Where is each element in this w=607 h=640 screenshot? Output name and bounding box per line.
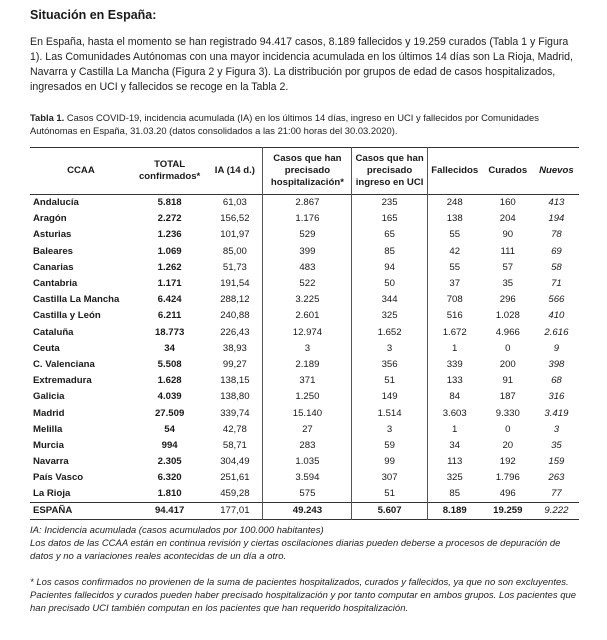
cell-hosp: 2.189 xyxy=(263,356,352,372)
covid-table xyxy=(30,147,579,520)
cell-ccaa: ESPAÑA xyxy=(33,505,73,517)
cell-hosp: 12.974 xyxy=(263,324,352,340)
cell-nuevos: 194 xyxy=(548,213,565,225)
table-caption-text: Casos COVID-19, incidencia acumulada (IA) en los últimos 14 días, ingreso en UCI y fallecidos por Comunidades Autónomas en España, 31.03.20 (datos consolidados a las 21:00 horas del 30.03.2020). xyxy=(30,112,539,136)
cell-ccaa: Madrid xyxy=(33,407,65,419)
table-row xyxy=(30,308,579,324)
cell-uci: 99 xyxy=(352,454,427,470)
cell-hosp: 3.225 xyxy=(263,292,352,308)
cell-ia: 85,00 xyxy=(222,245,247,257)
section-heading: Situación en España: xyxy=(30,8,157,22)
header-nuevos: Nuevos xyxy=(539,165,574,176)
cell-curados: 19.259 xyxy=(493,505,523,517)
cell-fallecidos: 1 xyxy=(427,340,482,356)
cell-total: 1.810 xyxy=(157,488,182,500)
cell-total: 1.069 xyxy=(157,245,182,257)
cell-uci: 50 xyxy=(352,275,427,291)
cell-nuevos: 566 xyxy=(548,294,565,306)
cell-fallecidos: 84 xyxy=(427,389,482,405)
cell-curados: 160 xyxy=(499,197,516,209)
cell-ia: 38,93 xyxy=(222,342,247,354)
cell-hosp: 3.594 xyxy=(263,470,352,486)
cell-ia: 138,80 xyxy=(220,391,250,403)
cell-fallecidos: 8.189 xyxy=(427,502,482,519)
cell-nuevos: 71 xyxy=(551,278,562,290)
table-notes xyxy=(30,524,579,615)
cell-hosp: 575 xyxy=(263,486,352,502)
cell-ccaa: Andalucía xyxy=(33,197,79,209)
cell-curados: 9.330 xyxy=(495,407,520,419)
cell-uci: 3 xyxy=(352,340,427,356)
cell-uci: 1.514 xyxy=(352,405,427,421)
cell-fallecidos: 325 xyxy=(427,470,482,486)
cell-uci: 65 xyxy=(352,227,427,243)
cell-fallecidos: 42 xyxy=(427,243,482,259)
cell-ccaa: La Rioja xyxy=(33,488,71,500)
table-row xyxy=(30,437,579,453)
note-ccaa: Los datos de las CCAA están en continua revisión y ciertas oscilaciones diarias pueden deberse a procesos de depuración de datos y no a variaciones reales acontecidas de un día a otro. xyxy=(30,537,561,562)
cell-nuevos: 69 xyxy=(551,245,562,257)
cell-fallecidos: 1 xyxy=(427,421,482,437)
cell-total: 6.211 xyxy=(157,310,182,322)
header-ia: IA (14 d.) xyxy=(214,165,255,176)
cell-ccaa: Cantabria xyxy=(33,278,78,290)
cell-hosp: 15.140 xyxy=(263,405,352,421)
cell-curados: 0 xyxy=(505,342,511,354)
cell-nuevos: 35 xyxy=(551,439,562,451)
cell-total: 27.509 xyxy=(154,407,185,419)
cell-nuevos: 77 xyxy=(551,488,562,500)
cell-ia: 251,61 xyxy=(220,472,250,484)
table-row xyxy=(30,324,579,340)
cell-fallecidos: 339 xyxy=(427,356,482,372)
cell-fallecidos: 138 xyxy=(427,211,482,227)
header-fallecidos: Fallecidos xyxy=(427,148,482,195)
cell-hosp: 1.176 xyxy=(263,211,352,227)
cell-ia: 191,54 xyxy=(220,278,250,290)
cell-ccaa: Ceuta xyxy=(33,342,60,354)
cell-fallecidos: 85 xyxy=(427,486,482,502)
table-row xyxy=(30,486,579,502)
table-row xyxy=(30,389,579,405)
cell-nuevos: 9 xyxy=(553,342,560,354)
cell-nuevos: 413 xyxy=(548,197,565,209)
table-header-row xyxy=(30,148,579,195)
cell-nuevos: 3.419 xyxy=(544,407,569,419)
cell-uci: 307 xyxy=(352,470,427,486)
cell-fallecidos: 516 xyxy=(427,308,482,324)
cell-hosp: 1.035 xyxy=(263,454,352,470)
cell-ia: 226,43 xyxy=(220,326,250,338)
cell-total: 54 xyxy=(164,423,175,435)
cell-uci: 85 xyxy=(352,243,427,259)
header-uci: Casos que han precisado ingreso en UCI xyxy=(352,148,427,195)
cell-ia: 42,78 xyxy=(222,423,247,435)
cell-curados: 200 xyxy=(499,358,516,370)
table-body xyxy=(30,195,579,520)
cell-fallecidos: 55 xyxy=(427,227,482,243)
cell-ia: 339,74 xyxy=(220,407,250,419)
cell-hosp: 483 xyxy=(263,259,352,275)
cell-ccaa: Castilla La Mancha xyxy=(33,294,120,306)
table-row xyxy=(30,227,579,243)
table-row xyxy=(30,454,579,470)
cell-fallecidos: 133 xyxy=(427,373,482,389)
table-caption xyxy=(30,111,579,137)
cell-uci: 1.652 xyxy=(352,324,427,340)
cell-uci: 325 xyxy=(352,308,427,324)
cell-total: 1.262 xyxy=(157,261,182,273)
cell-hosp: 27 xyxy=(263,421,352,437)
cell-uci: 51 xyxy=(352,373,427,389)
header-ccaa: CCAA xyxy=(67,165,95,176)
cell-hosp: 2.867 xyxy=(263,195,352,211)
table-row xyxy=(30,292,579,308)
cell-curados: 90 xyxy=(502,229,514,241)
cell-hosp: 2.601 xyxy=(263,308,352,324)
table-row xyxy=(30,275,579,291)
cell-ccaa: Murcia xyxy=(33,439,64,451)
cell-nuevos: 78 xyxy=(551,229,562,241)
note-ia: IA: Incidencia acumulada (casos acumulados por 100.000 habitantes) xyxy=(30,524,324,536)
cell-fallecidos: 708 xyxy=(427,292,482,308)
cell-hosp: 283 xyxy=(263,437,352,453)
cell-curados: 20 xyxy=(502,439,514,451)
table-row xyxy=(30,470,579,486)
cell-ccaa: Asturias xyxy=(33,229,72,241)
cell-curados: 35 xyxy=(502,278,514,290)
cell-curados: 192 xyxy=(499,456,516,468)
cell-total: 5.508 xyxy=(157,358,182,370)
table-row xyxy=(30,356,579,372)
cell-hosp: 371 xyxy=(263,373,352,389)
cell-hosp: 522 xyxy=(263,275,352,291)
cell-nuevos: 3 xyxy=(553,423,560,435)
cell-ia: 61,03 xyxy=(222,197,247,209)
cell-total: 1.236 xyxy=(157,229,182,241)
header-total: TOTAL confirmados* xyxy=(138,159,201,182)
cell-ccaa: Canarias xyxy=(33,261,74,273)
cell-curados: 1.796 xyxy=(495,472,520,484)
cell-fallecidos: 55 xyxy=(427,259,482,275)
cell-ccaa: Cataluña xyxy=(33,326,74,338)
cell-curados: 0 xyxy=(505,423,511,435)
cell-curados: 204 xyxy=(499,213,516,225)
intro-paragraph: En España, hasta el momento se han registrado 94.417 casos, 8.189 fallecidos y 19.259 curados (Tabla 1 y Figura 1). Las Comunidades Autónomas con una mayor incidencia acumulada en los últimos 14 días son La Rioja, Madrid, Navarra y Castilla La Mancha (Figura 2 y Figura 3). La distribución por grupos de edad de casos hospitalizados, ingresados en UCI y fallecidos se recoge en la Tabla 2. xyxy=(30,36,573,93)
cell-total: 2.272 xyxy=(157,213,182,225)
cell-fallecidos: 3.603 xyxy=(427,405,482,421)
table-row xyxy=(30,259,579,275)
cell-fallecidos: 34 xyxy=(427,437,482,453)
cell-ccaa: Extremadura xyxy=(33,375,92,387)
cell-total: 6.424 xyxy=(157,294,182,306)
header-hosp: Casos que han precisado hospitalización* xyxy=(263,148,352,195)
cell-fallecidos: 248 xyxy=(427,195,482,211)
cell-hosp: 1.250 xyxy=(263,389,352,405)
cell-total: 994 xyxy=(161,439,178,451)
cell-ia: 459,28 xyxy=(220,488,250,500)
cell-ccaa: Baleares xyxy=(33,245,74,257)
cell-total: 1.628 xyxy=(157,375,182,387)
cell-hosp: 399 xyxy=(263,243,352,259)
cell-nuevos: 159 xyxy=(548,456,565,468)
cell-ia: 138,15 xyxy=(220,375,250,387)
cell-uci: 235 xyxy=(352,195,427,211)
cell-curados: 111 xyxy=(500,245,516,257)
cell-ccaa: Aragón xyxy=(33,213,67,225)
cell-hosp: 49.243 xyxy=(263,502,352,519)
cell-total: 94.417 xyxy=(154,505,185,517)
cell-nuevos: 398 xyxy=(548,358,565,370)
cell-total: 18.773 xyxy=(154,326,185,338)
table-row xyxy=(30,421,579,437)
cell-hosp: 529 xyxy=(263,227,352,243)
cell-ia: 177,01 xyxy=(220,505,250,517)
cell-curados: 91 xyxy=(502,375,514,387)
cell-nuevos: 263 xyxy=(548,472,565,484)
cell-total: 34 xyxy=(164,342,175,354)
cell-ia: 101,97 xyxy=(220,229,250,241)
cell-nuevos: 9.222 xyxy=(544,505,569,517)
cell-total: 2.305 xyxy=(157,456,182,468)
cell-ia: 288,12 xyxy=(220,294,250,306)
table-row xyxy=(30,195,579,211)
cell-ccaa: Melilla xyxy=(33,423,63,435)
cell-nuevos: 58 xyxy=(551,261,562,273)
cell-ccaa: Navarra xyxy=(33,456,69,468)
cell-nuevos: 410 xyxy=(548,310,565,322)
cell-nuevos: 316 xyxy=(548,391,565,403)
cell-uci: 94 xyxy=(352,259,427,275)
cell-ia: 51,73 xyxy=(222,261,247,273)
table-row xyxy=(30,340,579,356)
cell-ia: 240,88 xyxy=(220,310,250,322)
cell-uci: 344 xyxy=(352,292,427,308)
cell-nuevos: 68 xyxy=(551,375,562,387)
cell-curados: 4.966 xyxy=(495,326,520,338)
cell-uci: 59 xyxy=(352,437,427,453)
cell-curados: 496 xyxy=(499,488,516,500)
cell-uci: 51 xyxy=(352,486,427,502)
cell-curados: 187 xyxy=(499,391,516,403)
cell-ia: 99,27 xyxy=(222,358,247,370)
cell-fallecidos: 37 xyxy=(427,275,482,291)
cell-ia: 304,49 xyxy=(220,456,250,468)
cell-total: 4.039 xyxy=(157,391,182,403)
cell-nuevos: 2.616 xyxy=(544,326,569,338)
cell-uci: 165 xyxy=(352,211,427,227)
header-curados: Curados xyxy=(488,165,528,176)
cell-curados: 296 xyxy=(499,294,516,306)
cell-ia: 156,52 xyxy=(220,213,250,225)
cell-uci: 149 xyxy=(352,389,427,405)
cell-uci: 3 xyxy=(352,421,427,437)
cell-uci: 5.607 xyxy=(352,502,427,519)
cell-ccaa: Castilla y León xyxy=(33,310,101,322)
cell-ia: 58,71 xyxy=(222,439,247,451)
cell-total: 1.171 xyxy=(157,278,182,290)
cell-fallecidos: 113 xyxy=(427,454,482,470)
cell-ccaa: Galicia xyxy=(33,391,65,403)
table-row xyxy=(30,243,579,259)
cell-hosp: 3 xyxy=(263,340,352,356)
cell-ccaa: C. Valenciana xyxy=(33,358,95,370)
cell-ccaa: País Vasco xyxy=(33,472,84,484)
note-asterisk: * Los casos confirmados no provienen de la suma de pacientes hospitalizados, curados y fallecidos, ya que no son excluyentes. Pacientes fallecidos y curados pueden haber precisado hospitalización y por tanto computar en ambos grupos. Los pacientes que han precisado UCI también computan en los pacientes que han requerido hospitalización. xyxy=(30,576,577,614)
cell-total: 6.320 xyxy=(157,472,182,484)
table-row xyxy=(30,373,579,389)
table-total-row xyxy=(30,502,579,519)
cell-curados: 1.028 xyxy=(495,310,520,322)
table-row xyxy=(30,405,579,421)
cell-curados: 57 xyxy=(502,261,514,273)
cell-total: 5.818 xyxy=(157,197,182,209)
table-caption-label: Tabla 1. xyxy=(30,112,65,123)
cell-fallecidos: 1.672 xyxy=(427,324,482,340)
table-row xyxy=(30,211,579,227)
cell-uci: 356 xyxy=(352,356,427,372)
